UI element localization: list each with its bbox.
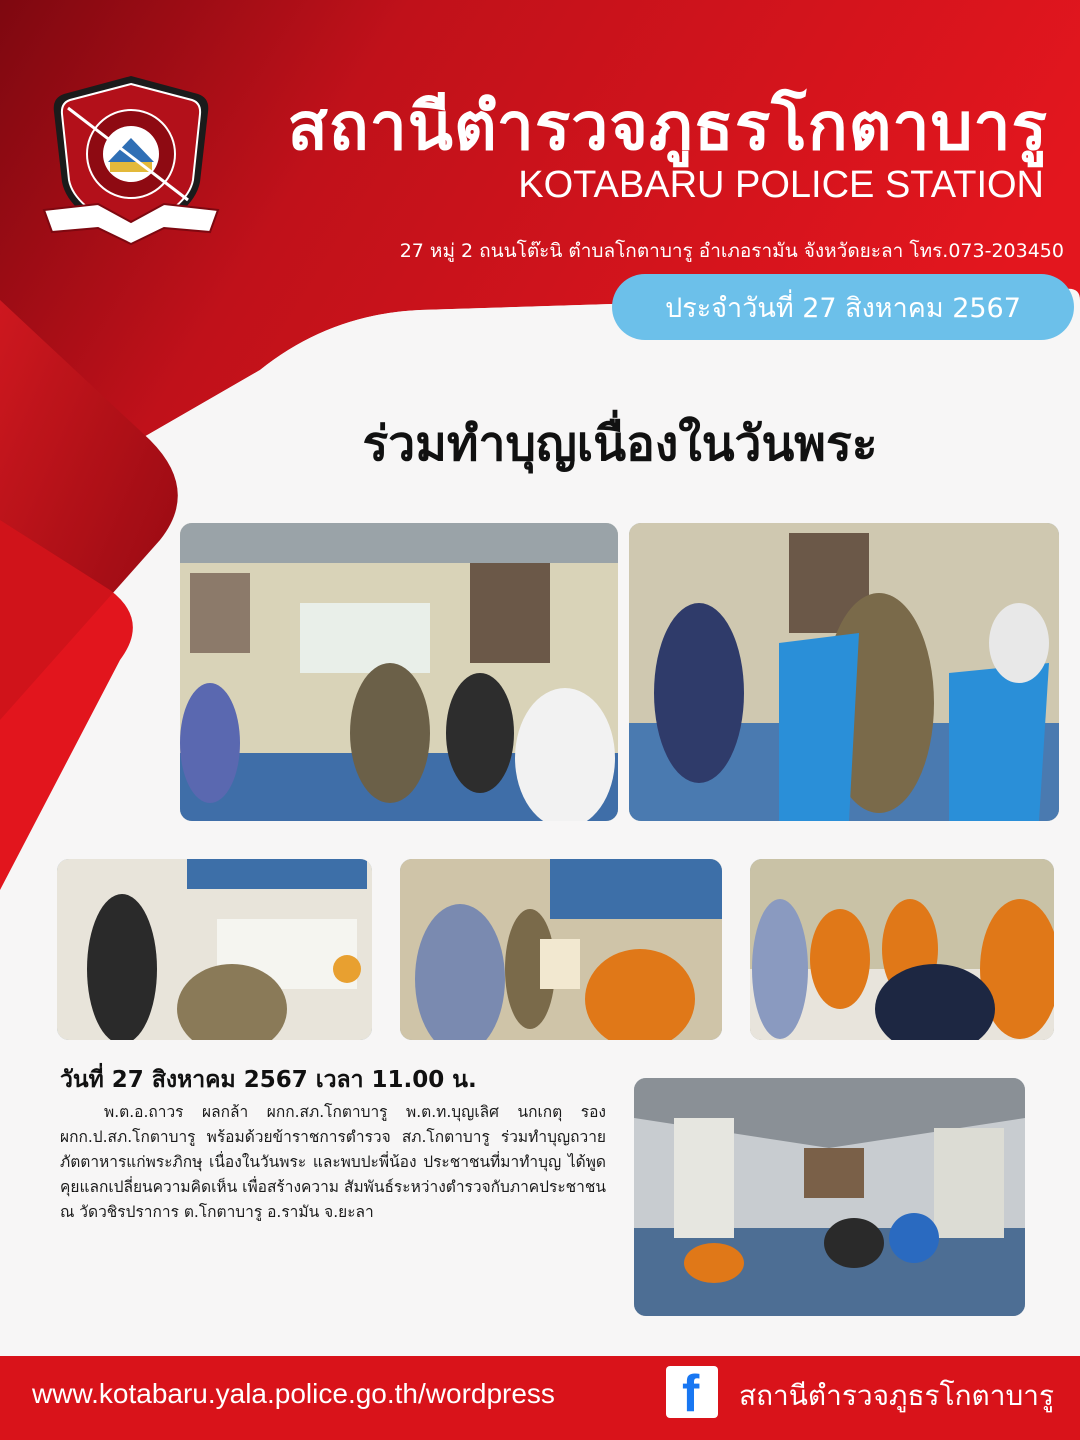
footer-bar xyxy=(0,1356,1080,1440)
date-pill xyxy=(612,274,1074,340)
photo-officer-offering xyxy=(57,859,372,1040)
police-badge-logo xyxy=(38,72,224,254)
photo-group-seated xyxy=(180,523,618,821)
station-name-thai: สถานีตำรวจภูธรโกตาบารู xyxy=(287,88,1048,165)
facebook-icon[interactable] xyxy=(666,1365,718,1423)
facebook-page-link[interactable]: สถานีตำรวจภูธรโกตาบารู xyxy=(739,1379,1054,1412)
date-label: ประจำวันที่ 27 สิงหาคม 2567 xyxy=(665,292,1021,324)
royal-thai-police-badge-icon xyxy=(38,72,224,254)
photo-alms-offering-monk xyxy=(400,859,722,1040)
photo-temple-hall-wide xyxy=(634,1078,1025,1316)
event-date: วันที่ 27 สิงหาคม 2567 เวลา 11.00 น. xyxy=(60,1067,477,1093)
photo-officer-pouring-water xyxy=(629,523,1059,821)
article-body: พ.ต.อ.ถาวร ผลกล้า ผกก.สภ.โกตาบารู พ.ต.ท.บุญเลิศ นกเกตุ รอง ผกก.ป.สภ.โกตาบารู พร้อมด้วยข้าราชการตำรวจ สภ.โกตาบารู ร่วมทำบุญถวายภัตตาหารแก่พระภิกษุ เนื่องในวันพระ และพบปะพี่น้อง ประชาชนที่มาทำบุญ ได้พูดคุยแลกเปลี่ยนความคิดเห็น เพื่อสร้างความ สัมพันธ์ระหว่างตำรวจกับภาคประชาชน ณ วัดวชิรปราการ ต.โกตาบารู อ.รามัน จ.ยะลา xyxy=(60,1103,606,1221)
station-address: 27 หมู่ 2 ถนนโต๊ะนิ ตำบลโกตาบารู อำเภอรามัน จังหวัดยะลา โทร.073-203450 xyxy=(399,240,1064,262)
page-title: ร่วมทำบุญเนื่องในวันพระ xyxy=(362,416,878,472)
website-link[interactable]: www.kotabaru.yala.police.go.th/wordpress xyxy=(32,1378,555,1409)
photo-police-with-monks xyxy=(750,859,1054,1040)
station-name-english: KOTABARU POLICE STATION xyxy=(518,164,1044,206)
facebook-glyph: f xyxy=(682,1365,700,1423)
